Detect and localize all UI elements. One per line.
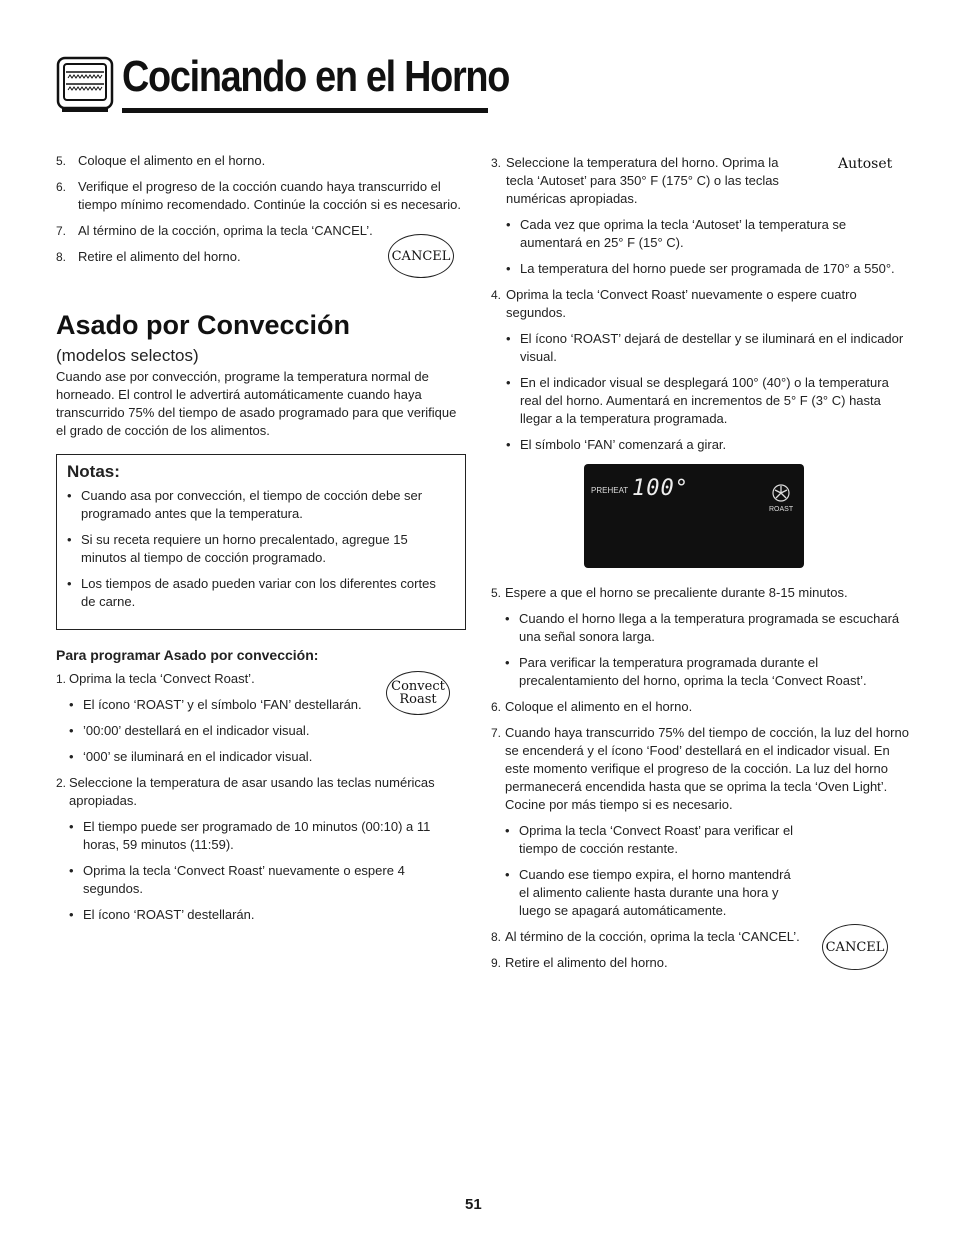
list-item: 4. Oprima la tecla ‘Convect Roast’ nuevamente o espere cuatro segundos. • El ícono ‘ROAST’ dejará de destellar y se iluminará en el indicador visual. • En el indicador visual se desplegará 100° (40°) o la temperatura real del horno. Aumentará en incrementos de 5° F (3° C) hasta llegar a la temperatura programada. • El símbolo ‘FAN’ comenzará a girar. (491, 286, 911, 454)
sub-item: • Cuando el horno llega a la temperatura programada se escuchará una señal sonora larga. (505, 610, 911, 646)
sub-item: • Para verificar la temperatura programada durante el precalentamiento del horno, oprima la tecla ‘Convect Roast’. (505, 654, 911, 690)
intro-paragraph: Cuando ase por convección, programe la temperatura normal de horneado. El control le advertirá automáticamente cuando haya transcurrido 75% del tiempo de asado programado para que verifique el grado de cocción de los alimentos. (56, 369, 457, 438)
sub-item: • Oprima la tecla ‘Convect Roast’ nuevamente o espere 4 segundos. (69, 862, 444, 898)
sub-item: • El ícono ‘ROAST’ y el símbolo ‘FAN’ destellarán. (69, 696, 376, 714)
list-item: 8. Al término de la cocción, oprima la tecla ‘CANCEL’. (491, 929, 800, 944)
temperature-readout: 100° (632, 476, 689, 501)
oven-icon (56, 56, 114, 114)
list-item: 9. Retire el alimento del horno. (491, 955, 668, 970)
program-title: Para programar Asado por convección: (56, 647, 319, 663)
sub-item: • El ícono ‘ROAST’ dejará de destellar y se iluminará en el indicador visual. (506, 330, 911, 366)
list-item: 3. Seleccione la temperatura del horno. Oprima la tecla ‘Autoset’ para 350° F (175° C) o las teclas numéricas apropiadas. • Cada vez que oprima la tecla ‘Autoset’ la temperatura se aumentará en 25° F (15° C). • La temperatura del horno puede ser programada de 170° a 550°. (491, 154, 911, 278)
sub-item: • El tiempo puede ser programado de 10 minutos (00:10) a 11 horas, 59 minutos (11:59). (69, 818, 444, 854)
list-item: 1. Oprima la tecla ‘Convect Roast’. • El ícono ‘ROAST’ y el símbolo ‘FAN’ destellarán. • ’00:00’ destellará en el indicador visual. • ‘000’ se iluminará en el indicador visual. (56, 670, 466, 766)
fan-icon (772, 484, 790, 502)
steps-b (491, 584, 911, 972)
sub-item: • Cada vez que oprima la tecla ‘Autoset’ la temperatura se aumentará en 25° F (15° C). (506, 216, 911, 252)
note-item: • Si su receta requiere un horno precalentado, agregue 15 minutos al tiempo de cocción programado. (67, 531, 453, 567)
steps-a (491, 154, 911, 454)
sub-item: • El símbolo ‘FAN’ comenzará a girar. (506, 436, 911, 454)
header-rule (122, 108, 488, 113)
list-item: 6. Verifique el progreso de la cocción cuando haya transcurrido el tiempo mínimo recomendado. Continúe la cocción si es necesario. (56, 179, 461, 212)
note-item: • Los tiempos de asado pueden variar con los diferentes cortes de carne. (67, 575, 453, 611)
list-item: 2. Seleccione la temperatura de asar usando las teclas numéricas apropiadas. • El tiempo puede ser programado de 10 minutos (00:10) a 11 horas, 59 minutos (11:59). • Oprima la tecla ‘Convect Roast’ nuevamente o espere 4 segundos. • El ícono ‘ROAST’ destellarán. (56, 774, 466, 924)
sub-item: • La temperatura del horno puede ser programada de 170° a 550°. (506, 260, 911, 278)
list-item: 7. Al término de la cocción, oprima la tecla ‘CANCEL’. (56, 223, 373, 238)
oven-display (584, 464, 804, 568)
right-column-lower (491, 584, 911, 980)
autoset-key-icon: Autoset (838, 156, 893, 172)
note-item: • Cuando asa por convección, el tiempo de cocción debe ser programado antes que la temperatura. (67, 487, 453, 523)
sub-item: • ‘000’ se iluminará en el indicador visual. (69, 748, 376, 766)
sub-item: • En el indicador visual se desplegará 100° (40°) o la temperatura real del horno. Aumentará en incrementos de 5° F (3° C) hasta llegar a la temperatura programada. (506, 374, 911, 428)
roast-indicator: ROAST (769, 506, 794, 513)
list-item: 8. Retire el alimento del horno. (56, 249, 241, 264)
sub-item: • ’00:00’ destellará en el indicador visual. (69, 722, 376, 740)
sub-item: • El ícono ‘ROAST’ destellarán. (69, 906, 444, 924)
preheat-indicator: PREHEAT (591, 486, 629, 495)
section-subtitle: (modelos selectos) (56, 346, 199, 365)
list-item: 5. Coloque el alimento en el horno. (56, 153, 266, 168)
right-column (491, 154, 911, 462)
notes-box (56, 454, 466, 630)
cancel-key-icon: CANCEL (822, 924, 888, 970)
section-title: Asado por Convección (56, 310, 351, 340)
page-number: 51 (465, 1196, 482, 1213)
convect-roast-key-icon: Convect Roast (386, 671, 450, 715)
list-item: 7. Cuando haya transcurrido 75% del tiempo de cocción, la luz del horno se encenderá y el ícono ‘Food’ destellará en el indicador visual. En este momento verifique el progreso de la cocción. La luz del horno permanecerá encendida hasta que se oprima la tecla ‘Oven Light’. Cocine por más tiempo si es necesario. • Oprima la tecla ‘Convect Roast’ para verificar el tiempo de cocción restante. • Cuando ese tiempo expira, el horno mantendrá el alimento caliente hasta durante una hora y luego se apagará automáticamente. (491, 724, 911, 920)
list-item: 6. Coloque el alimento en el horno. (491, 699, 693, 714)
sub-item: • Cuando ese tiempo expira, el horno mantendrá el alimento caliente hasta durante una hora y luego se apagará automáticamente. (505, 866, 801, 920)
page-title: Cocinando en el Horno (122, 52, 510, 101)
cancel-key-icon: CANCEL (388, 234, 454, 278)
sub-item: • Oprima la tecla ‘Convect Roast’ para verificar el tiempo de cocción restante. (505, 822, 801, 858)
list-item: 5. Espere a que el horno se precaliente durante 8-15 minutos. • Cuando el horno llega a la temperatura programada se escuchará una señal sonora larga. • Para verificar la temperatura programada durante el precalentamiento del horno, oprima la tecla ‘Convect Roast’. (491, 584, 911, 690)
notes-title: Notas: (67, 462, 120, 481)
